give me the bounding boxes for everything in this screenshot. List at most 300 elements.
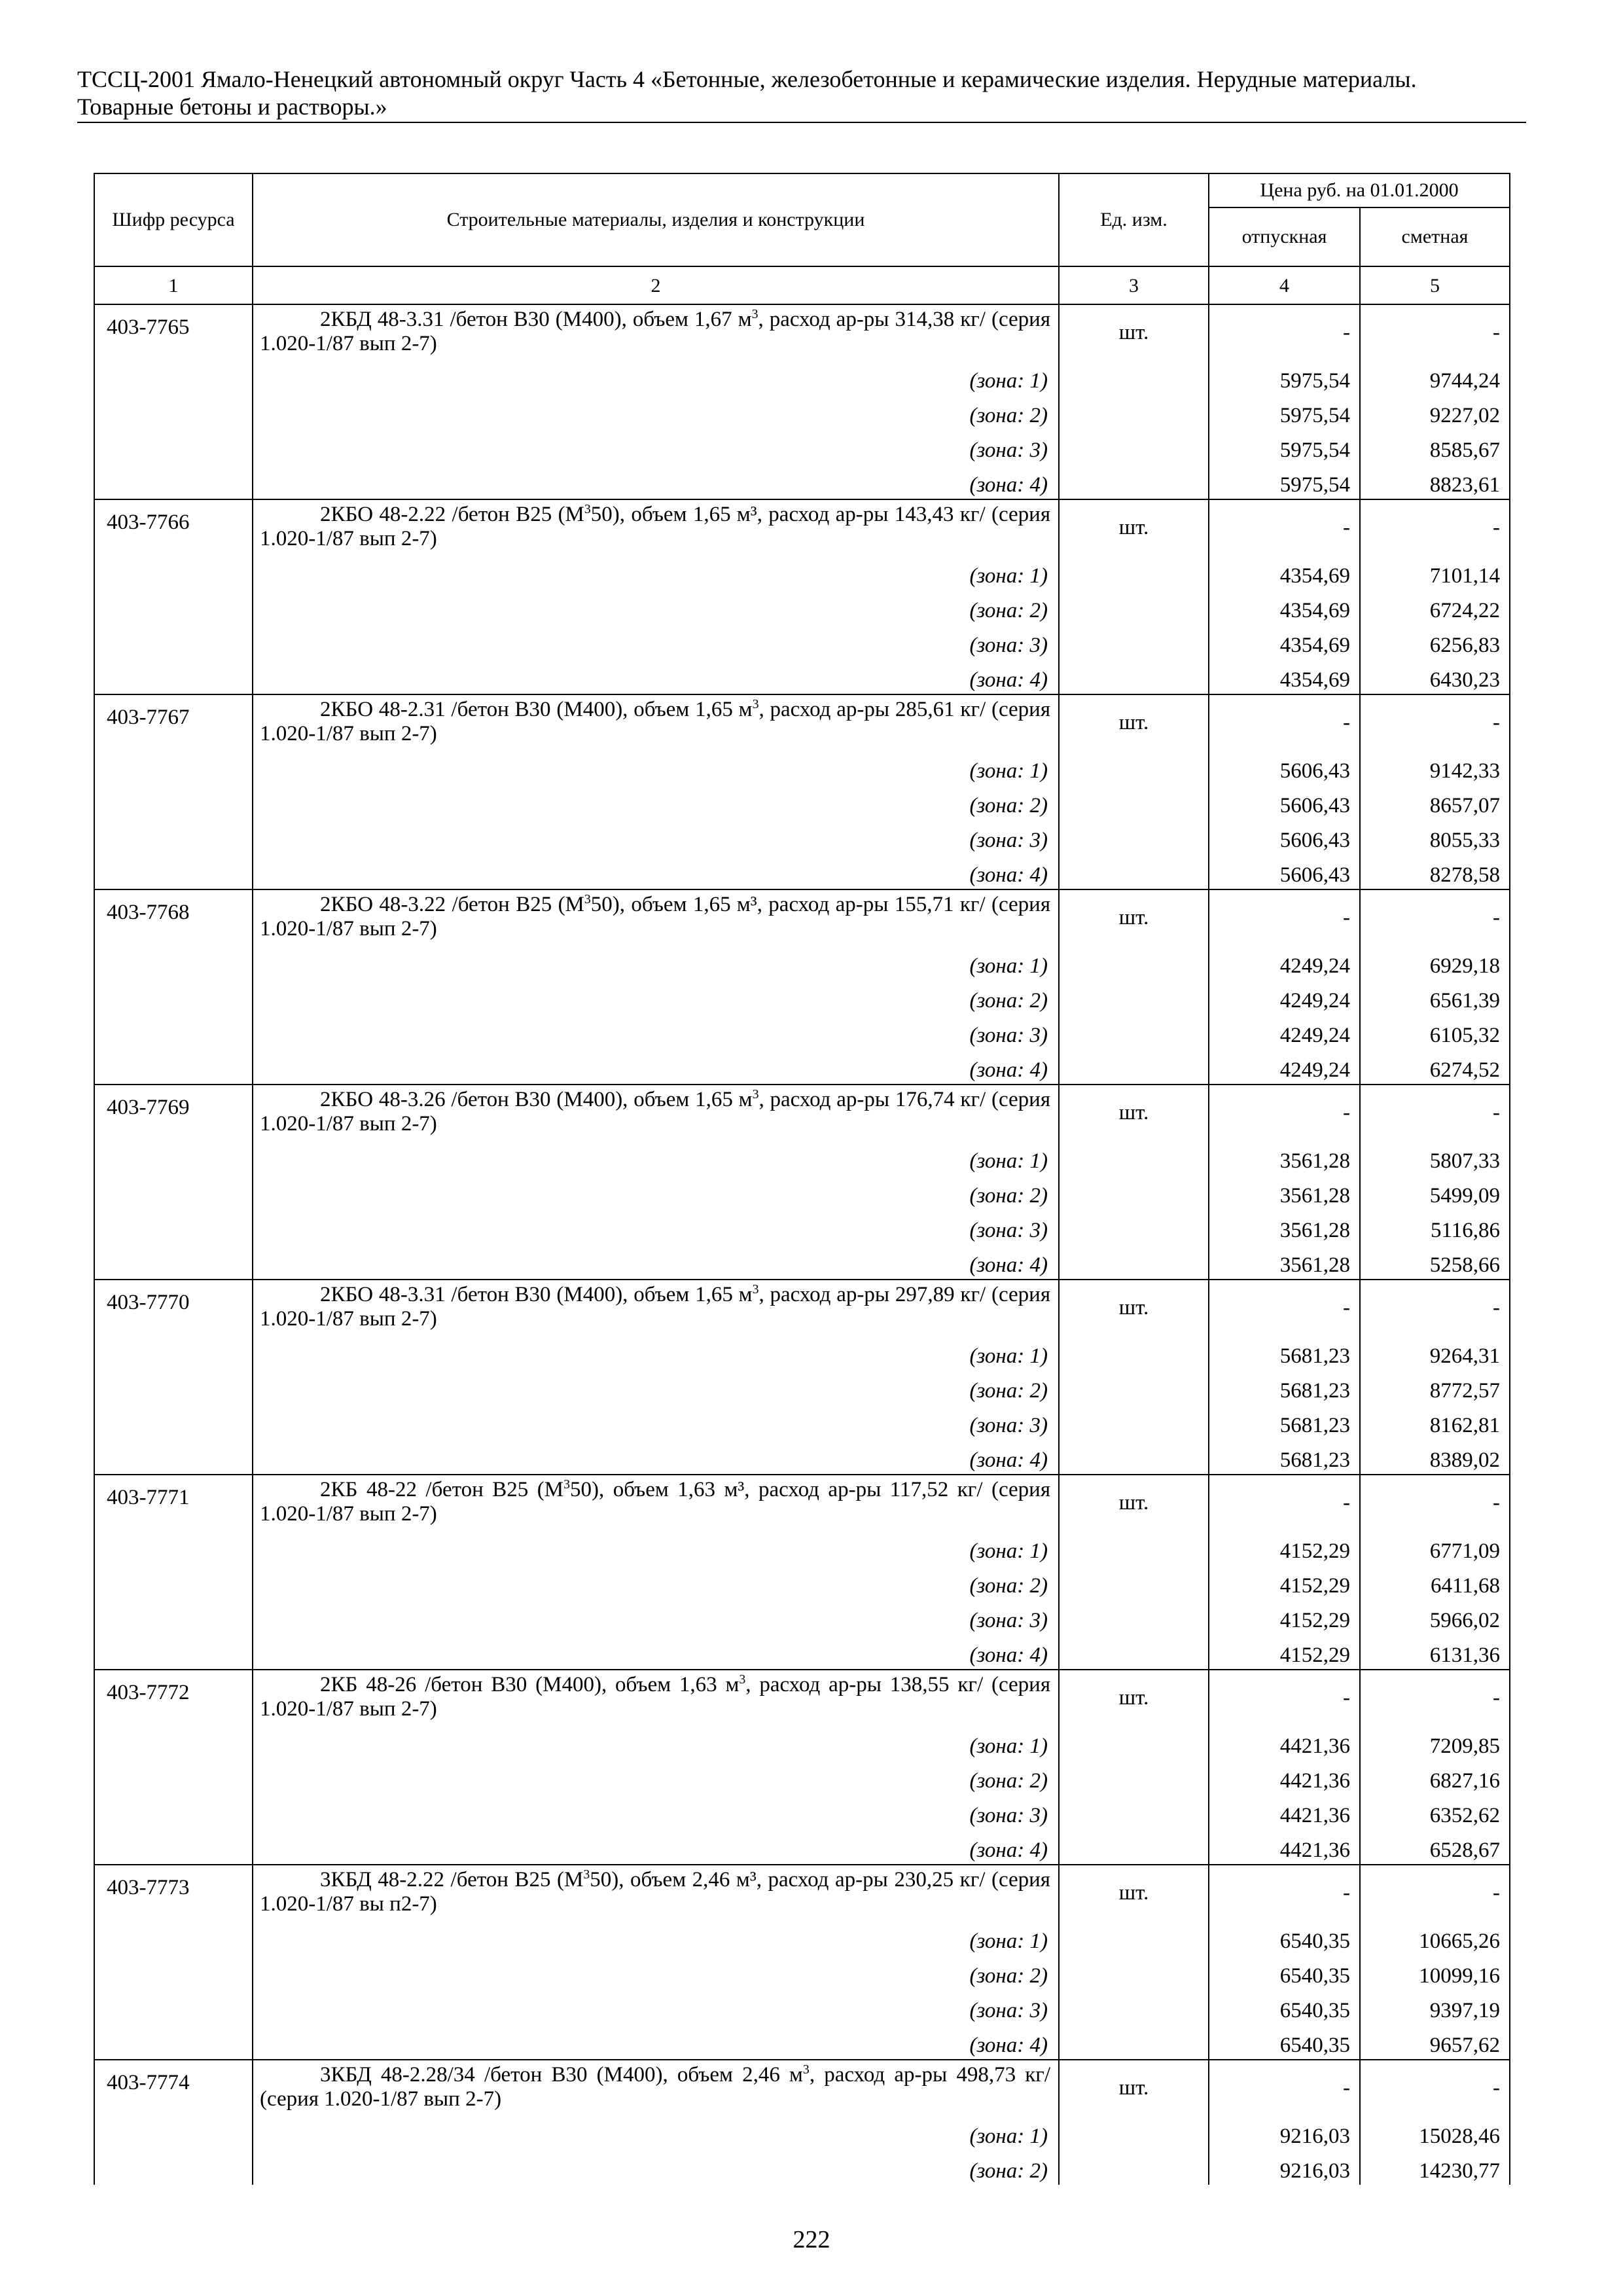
zone-unit-empty: [1059, 555, 1209, 590]
zone-estimate-price: 8657,07: [1360, 785, 1510, 819]
zone-row: [94, 1335, 1510, 1370]
zone-code-empty: [94, 785, 253, 819]
zone-unit-empty: [1059, 2150, 1209, 2185]
header-price-group: Цена руб. на 01.01.2000: [1209, 173, 1510, 207]
zone-code-empty: [94, 1990, 253, 2024]
zone-row: [94, 1600, 1510, 1634]
resource-code: 403-7769: [94, 1085, 253, 1140]
zone-label: (зона: 4): [253, 2024, 1059, 2060]
zone-estimate-price: 6131,36: [1360, 1634, 1510, 1670]
zone-release-price: 9216,03: [1209, 2115, 1360, 2150]
zone-code-empty: [94, 945, 253, 980]
zone-code-empty: [94, 1634, 253, 1670]
resource-description: [253, 694, 1059, 750]
zone-unit-empty: [1059, 750, 1209, 785]
zone-code-empty: [94, 1920, 253, 1955]
zone-label: (зона: 2): [253, 1175, 1059, 1210]
zone-label: (зона: 3): [253, 429, 1059, 464]
description-part: 2КБ 48-26 /бетон В30 (М400), объем 1,63 м: [320, 1673, 740, 1696]
zone-row: [94, 1210, 1510, 1244]
zone-estimate-price: 8823,61: [1360, 464, 1510, 499]
zone-unit-empty: [1059, 1405, 1209, 1439]
estimate-price: -: [1360, 889, 1510, 945]
table-row: [94, 1475, 1510, 1530]
zone-estimate-price: 5966,02: [1360, 1600, 1510, 1634]
zone-unit-empty: [1059, 590, 1209, 624]
zone-release-price: 4421,36: [1209, 1795, 1360, 1829]
description-part: 50), объем 1,63 м³, расход ар-ры 117,52 кг/ (серия 1.020-1/87 вып 2-7): [260, 1478, 1050, 1526]
description-part: 2КБО 48-3.22 /бетон В25 (М: [320, 893, 584, 916]
zone-estimate-price: 6352,62: [1360, 1795, 1510, 1829]
col-number-4: 4: [1209, 266, 1360, 304]
zone-label: (зона: 1): [253, 555, 1059, 590]
zone-unit-empty: [1059, 659, 1209, 694]
zone-row: [94, 1370, 1510, 1405]
resource-description: [253, 1670, 1059, 1725]
zone-release-price: 5975,54: [1209, 429, 1360, 464]
zone-code-empty: [94, 1370, 253, 1405]
superscript: 3: [584, 892, 591, 906]
header-line-2: Товарные бетоны и растворы.»: [77, 94, 387, 120]
zone-label: (зона: 2): [253, 590, 1059, 624]
zone-estimate-price: 5116,86: [1360, 1210, 1510, 1244]
resource-description: [253, 304, 1059, 360]
zone-release-price: 3561,28: [1209, 1140, 1360, 1175]
zone-code-empty: [94, 980, 253, 1014]
description-part: 50), объем 2,46 м³, расход ар-ры 230,25 кг/ (серия 1.020-1/87 вы п2-7): [260, 1868, 1050, 1916]
zone-unit-empty: [1059, 1634, 1209, 1670]
release-price: -: [1209, 2060, 1360, 2115]
estimate-price: -: [1360, 2060, 1510, 2115]
zone-release-price: 4249,24: [1209, 1014, 1360, 1049]
zone-release-price: 4152,29: [1209, 1565, 1360, 1600]
zone-row: [94, 2024, 1510, 2060]
zone-code-empty: [94, 750, 253, 785]
zone-release-price: 5606,43: [1209, 854, 1360, 889]
zone-unit-empty: [1059, 1049, 1209, 1085]
unit: шт.: [1059, 2060, 1209, 2115]
zone-release-price: 5681,23: [1209, 1439, 1360, 1475]
resource-description: [253, 889, 1059, 945]
zone-row: [94, 659, 1510, 694]
resource-description: [253, 499, 1059, 555]
zone-code-empty: [94, 395, 253, 429]
release-price: -: [1209, 694, 1360, 750]
zone-label: (зона: 4): [253, 659, 1059, 694]
zone-unit-empty: [1059, 1600, 1209, 1634]
release-price: -: [1209, 889, 1360, 945]
zone-unit-empty: [1059, 1990, 1209, 2024]
zone-label: (зона: 2): [253, 1370, 1059, 1405]
zone-code-empty: [94, 1795, 253, 1829]
zone-code-empty: [94, 1565, 253, 1600]
estimate-price: -: [1360, 694, 1510, 750]
zone-code-empty: [94, 429, 253, 464]
zone-row: [94, 555, 1510, 590]
zone-code-empty: [94, 1140, 253, 1175]
zone-release-price: 9216,03: [1209, 2150, 1360, 2185]
estimate-price: -: [1360, 499, 1510, 555]
zone-code-empty: [94, 555, 253, 590]
zone-release-price: 4421,36: [1209, 1725, 1360, 1760]
zone-row: [94, 980, 1510, 1014]
zone-row: [94, 590, 1510, 624]
superscript: 3: [583, 1867, 590, 1882]
zone-row: [94, 1014, 1510, 1049]
zone-unit-empty: [1059, 1210, 1209, 1244]
zone-row: [94, 1795, 1510, 1829]
zone-row: [94, 1405, 1510, 1439]
description-part: , расход ар-ры 297,89 кг/ (серия 1.020-1/87 вып 2-7): [260, 1283, 1051, 1331]
zone-release-price: 5975,54: [1209, 464, 1360, 499]
zone-unit-empty: [1059, 2024, 1209, 2060]
description-part: 3КБД 48-2.28/34 /бетон В30 (М400), объем 2,46 м: [320, 2063, 803, 2087]
zone-label: (зона: 1): [253, 1920, 1059, 1955]
zone-label: (зона: 1): [253, 360, 1059, 395]
zone-code-empty: [94, 1725, 253, 1760]
zone-estimate-price: 6105,32: [1360, 1014, 1510, 1049]
zone-label: (зона: 4): [253, 1439, 1059, 1475]
description-text: [260, 1868, 1050, 1916]
header-release: отпускная: [1209, 207, 1360, 266]
zone-code-empty: [94, 1049, 253, 1085]
zone-estimate-price: 6771,09: [1360, 1530, 1510, 1565]
description-part: 2КБО 48-3.31 /бетон В30 (М400), объем 1,65 м: [320, 1283, 753, 1306]
zone-row: [94, 819, 1510, 854]
zone-code-empty: [94, 1439, 253, 1475]
zone-release-price: 4152,29: [1209, 1530, 1360, 1565]
zone-release-price: 3561,28: [1209, 1210, 1360, 1244]
description-text: [260, 1088, 1050, 1136]
zone-label: (зона: 1): [253, 945, 1059, 980]
description-text: [260, 1478, 1050, 1526]
zone-code-empty: [94, 1530, 253, 1565]
description-text: [260, 2063, 1050, 2111]
zone-estimate-price: 7209,85: [1360, 1725, 1510, 1760]
zone-label: (зона: 3): [253, 1405, 1059, 1439]
zone-unit-empty: [1059, 945, 1209, 980]
zone-estimate-price: 9397,19: [1360, 1990, 1510, 2024]
zone-release-price: 4354,69: [1209, 590, 1360, 624]
zone-code-empty: [94, 360, 253, 395]
resource-description: [253, 1865, 1059, 1920]
resource-code: 403-7768: [94, 889, 253, 945]
zone-release-price: 3561,28: [1209, 1175, 1360, 1210]
zone-row: [94, 2115, 1510, 2150]
zone-code-empty: [94, 2024, 253, 2060]
unit: шт.: [1059, 1475, 1209, 1530]
zone-release-price: 6540,35: [1209, 1920, 1360, 1955]
zone-label: (зона: 4): [253, 1829, 1059, 1865]
zone-release-price: 4421,36: [1209, 1760, 1360, 1795]
description-text: [260, 308, 1050, 356]
description-part: , расход ар-ры 176,74 кг/ (серия 1.020-1/87 вып 2-7): [260, 1088, 1051, 1136]
zone-row: [94, 1049, 1510, 1085]
zone-estimate-price: 8389,02: [1360, 1439, 1510, 1475]
unit: шт.: [1059, 304, 1209, 360]
col-number-3: 3: [1059, 266, 1209, 304]
zone-unit-empty: [1059, 1140, 1209, 1175]
col-number-1: 1: [94, 266, 253, 304]
zone-unit-empty: [1059, 464, 1209, 499]
description-text: [260, 503, 1050, 551]
zone-label: (зона: 1): [253, 1335, 1059, 1370]
zone-release-price: 4421,36: [1209, 1829, 1360, 1865]
zone-estimate-price: 6561,39: [1360, 980, 1510, 1014]
unit: шт.: [1059, 1085, 1209, 1140]
zone-label: (зона: 2): [253, 2150, 1059, 2185]
superscript: 3: [739, 1672, 746, 1687]
zone-estimate-price: 10665,26: [1360, 1920, 1510, 1955]
estimate-price: -: [1360, 1475, 1510, 1530]
zone-code-empty: [94, 2115, 253, 2150]
zone-unit-empty: [1059, 1795, 1209, 1829]
superscript: 3: [751, 307, 758, 321]
zone-estimate-price: 15028,46: [1360, 2115, 1510, 2150]
zone-estimate-price: 8055,33: [1360, 819, 1510, 854]
resource-description: [253, 1280, 1059, 1335]
zone-unit-empty: [1059, 1565, 1209, 1600]
zone-code-empty: [94, 854, 253, 889]
estimate-price: -: [1360, 1670, 1510, 1725]
zone-row: [94, 1990, 1510, 2024]
table-row: [94, 304, 1510, 360]
zone-row: [94, 1760, 1510, 1795]
zone-release-price: 6540,35: [1209, 1955, 1360, 1990]
zone-label: (зона: 2): [253, 785, 1059, 819]
zone-row: [94, 1920, 1510, 1955]
zone-unit-empty: [1059, 1439, 1209, 1475]
zone-estimate-price: 9744,24: [1360, 360, 1510, 395]
estimate-price: -: [1360, 1865, 1510, 1920]
header-name: Строительные материалы, изделия и конструкции: [253, 173, 1059, 266]
description-part: 2КБД 48-3.31 /бетон В30 (М400), объем 1,67 м: [320, 308, 752, 331]
zone-label: (зона: 3): [253, 1795, 1059, 1829]
unit: шт.: [1059, 1280, 1209, 1335]
zone-label: (зона: 3): [253, 1600, 1059, 1634]
resource-code: 403-7765: [94, 304, 253, 360]
zone-code-empty: [94, 464, 253, 499]
zone-unit-empty: [1059, 1014, 1209, 1049]
price-table-body: [94, 304, 1510, 2185]
resource-description: [253, 1085, 1059, 1140]
header-code: Шифр ресурса: [94, 173, 253, 266]
zone-row: [94, 2150, 1510, 2185]
resource-code: 403-7771: [94, 1475, 253, 1530]
zone-release-price: 6540,35: [1209, 2024, 1360, 2060]
description-part: 2КБ 48-22 /бетон В25 (М: [320, 1478, 564, 1501]
zone-estimate-price: 5807,33: [1360, 1140, 1510, 1175]
zone-estimate-price: 6724,22: [1360, 590, 1510, 624]
zone-unit-empty: [1059, 1760, 1209, 1795]
zone-estimate-price: 6256,83: [1360, 624, 1510, 659]
zone-row: [94, 1530, 1510, 1565]
zone-unit-empty: [1059, 1829, 1209, 1865]
zone-row: [94, 1140, 1510, 1175]
resource-description: [253, 2060, 1059, 2115]
zone-unit-empty: [1059, 624, 1209, 659]
zone-code-empty: [94, 1244, 253, 1280]
header-rule: [77, 122, 1526, 123]
description-part: 50), объем 1,65 м³, расход ар-ры 155,71 кг/ (серия 1.020-1/87 вып 2-7): [260, 893, 1050, 941]
superscript: 3: [563, 1477, 570, 1492]
table-row: [94, 694, 1510, 750]
zone-label: (зона: 1): [253, 1530, 1059, 1565]
zone-release-price: 5681,23: [1209, 1335, 1360, 1370]
zone-unit-empty: [1059, 1955, 1209, 1990]
description-part: , расход ар-ры 498,73 кг/ (серия 1.020-1/87 вып 2-7): [260, 2063, 1050, 2111]
zone-release-price: 5681,23: [1209, 1405, 1360, 1439]
estimate-price: -: [1360, 304, 1510, 360]
zone-release-price: 5606,43: [1209, 750, 1360, 785]
description-part: , расход ар-ры 314,38 кг/ (серия 1.020-1/87 вып 2-7): [260, 308, 1050, 355]
release-price: -: [1209, 1865, 1360, 1920]
zone-estimate-price: 9142,33: [1360, 750, 1510, 785]
document-header: [77, 65, 1526, 123]
zone-label: (зона: 4): [253, 854, 1059, 889]
zone-unit-empty: [1059, 1370, 1209, 1405]
zone-estimate-price: 8278,58: [1360, 854, 1510, 889]
zone-label: (зона: 2): [253, 1565, 1059, 1600]
zone-estimate-price: 9657,62: [1360, 2024, 1510, 2060]
release-price: -: [1209, 1085, 1360, 1140]
zone-label: (зона: 3): [253, 1014, 1059, 1049]
zone-unit-empty: [1059, 360, 1209, 395]
zone-label: (зона: 4): [253, 1634, 1059, 1670]
zone-release-price: 5606,43: [1209, 819, 1360, 854]
resource-code: 403-7767: [94, 694, 253, 750]
zone-label: (зона: 1): [253, 1140, 1059, 1175]
zone-estimate-price: 8162,81: [1360, 1405, 1510, 1439]
zone-estimate-price: 6929,18: [1360, 945, 1510, 980]
table-row: [94, 1280, 1510, 1335]
zone-label: (зона: 3): [253, 624, 1059, 659]
zone-release-price: 4354,69: [1209, 624, 1360, 659]
zone-code-empty: [94, 2150, 253, 2185]
zone-release-price: 5681,23: [1209, 1370, 1360, 1405]
estimate-price: -: [1360, 1085, 1510, 1140]
zone-row: [94, 1634, 1510, 1670]
zone-estimate-price: 6528,67: [1360, 1829, 1510, 1865]
zone-row: [94, 854, 1510, 889]
description-text: [260, 698, 1050, 746]
zone-estimate-price: 6274,52: [1360, 1049, 1510, 1085]
resource-description: [253, 1475, 1059, 1530]
zone-code-empty: [94, 1600, 253, 1634]
table-row: [94, 889, 1510, 945]
zone-row: [94, 1175, 1510, 1210]
table-row: [94, 1670, 1510, 1725]
zone-code-empty: [94, 1405, 253, 1439]
zone-release-price: 3561,28: [1209, 1244, 1360, 1280]
zone-estimate-price: 6827,16: [1360, 1760, 1510, 1795]
header-line-1: ТССЦ-2001 Ямало-Ненецкий автономный округ Часть 4 «Бетонные, железобетонные и керамические изделия. Нерудные материалы.: [77, 66, 1417, 92]
zone-unit-empty: [1059, 1244, 1209, 1280]
zone-release-price: 5975,54: [1209, 395, 1360, 429]
release-price: -: [1209, 1280, 1360, 1335]
release-price: -: [1209, 304, 1360, 360]
zone-label: (зона: 2): [253, 1760, 1059, 1795]
zone-row: [94, 1955, 1510, 1990]
zone-label: (зона: 3): [253, 1210, 1059, 1244]
table-row: [94, 1085, 1510, 1140]
zone-unit-empty: [1059, 1335, 1209, 1370]
zone-code-empty: [94, 1829, 253, 1865]
superscript: 3: [802, 2062, 810, 2077]
resource-code: 403-7773: [94, 1865, 253, 1920]
zone-row: [94, 624, 1510, 659]
superscript: 3: [752, 697, 759, 711]
zone-row: [94, 395, 1510, 429]
zone-row: [94, 1244, 1510, 1280]
zone-label: (зона: 3): [253, 1990, 1059, 2024]
zone-release-price: 4152,29: [1209, 1600, 1360, 1634]
zone-row: [94, 429, 1510, 464]
description-part: 2КБО 48-3.26 /бетон В30 (М400), объем 1,65 м: [320, 1088, 753, 1111]
zone-row: [94, 1565, 1510, 1600]
unit: шт.: [1059, 499, 1209, 555]
zone-label: (зона: 1): [253, 1725, 1059, 1760]
zone-row: [94, 1725, 1510, 1760]
zone-row: [94, 464, 1510, 499]
release-price: -: [1209, 1475, 1360, 1530]
unit: шт.: [1059, 889, 1209, 945]
description-part: , расход ар-ры 285,61 кг/ (серия 1.020-1/87 вып 2-7): [260, 698, 1051, 745]
unit: шт.: [1059, 1670, 1209, 1725]
resource-code: 403-7766: [94, 499, 253, 555]
zone-unit-empty: [1059, 819, 1209, 854]
zone-code-empty: [94, 1175, 253, 1210]
zone-label: (зона: 3): [253, 819, 1059, 854]
table-row: [94, 499, 1510, 555]
table-row: [94, 1865, 1510, 1920]
zone-row: [94, 360, 1510, 395]
zone-release-price: 4152,29: [1209, 1634, 1360, 1670]
zone-unit-empty: [1059, 1175, 1209, 1210]
superscript: 3: [584, 502, 591, 516]
zone-code-empty: [94, 590, 253, 624]
resource-code: 403-7772: [94, 1670, 253, 1725]
estimate-price: -: [1360, 1280, 1510, 1335]
zone-row: [94, 785, 1510, 819]
header-unit: Ед. изм.: [1059, 173, 1209, 266]
zone-row: [94, 1439, 1510, 1475]
unit: шт.: [1059, 694, 1209, 750]
zone-release-price: 4249,24: [1209, 1049, 1360, 1085]
zone-code-empty: [94, 659, 253, 694]
description-text: [260, 1283, 1050, 1331]
zone-code-empty: [94, 1760, 253, 1795]
superscript: 3: [752, 1087, 759, 1102]
zone-release-price: 4354,69: [1209, 555, 1360, 590]
zone-label: (зона: 2): [253, 395, 1059, 429]
zone-label: (зона: 4): [253, 1049, 1059, 1085]
description-part: 2КБО 48-2.31 /бетон В30 (М400), объем 1,65 м: [320, 698, 753, 721]
zone-code-empty: [94, 1210, 253, 1244]
unit: шт.: [1059, 1865, 1209, 1920]
zone-release-price: 5975,54: [1209, 360, 1360, 395]
zone-estimate-price: 5258,66: [1360, 1244, 1510, 1280]
zone-label: (зона: 1): [253, 2115, 1059, 2150]
zone-code-empty: [94, 1955, 253, 1990]
zone-unit-empty: [1059, 785, 1209, 819]
zone-code-empty: [94, 624, 253, 659]
zone-label: (зона: 1): [253, 750, 1059, 785]
zone-code-empty: [94, 1335, 253, 1370]
col-number-5: 5: [1360, 266, 1510, 304]
header-estimate: сметная: [1360, 207, 1510, 266]
zone-estimate-price: 5499,09: [1360, 1175, 1510, 1210]
